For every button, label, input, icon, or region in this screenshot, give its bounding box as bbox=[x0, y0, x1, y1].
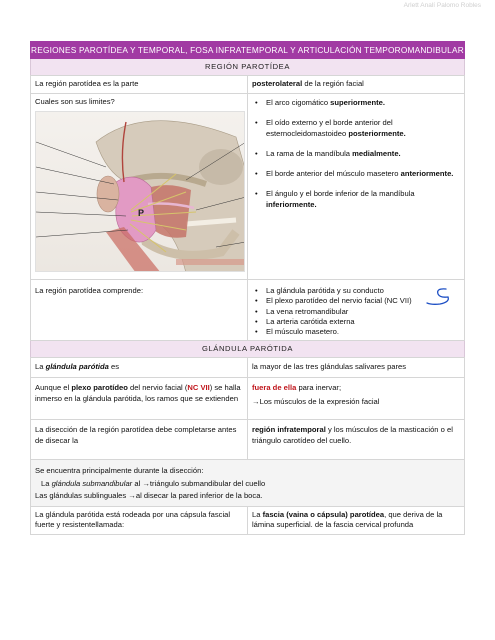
cell-text: la mayor de las tres glándulas salivares pares bbox=[252, 362, 407, 372]
table-cell bbox=[248, 280, 465, 341]
cell-text: →Los músculos de la expresión facial bbox=[252, 396, 380, 406]
table-cell: La glándula parótida es bbox=[31, 358, 248, 378]
table-cell: región infratemporal y los músculos de la masticación o el triángulo carotídeo del cuello. bbox=[248, 420, 465, 460]
anatomy-illustration bbox=[36, 112, 245, 272]
handwritten-mark-icon bbox=[424, 286, 454, 308]
document-page bbox=[30, 41, 465, 535]
table-cell bbox=[31, 94, 248, 280]
table-cell bbox=[248, 76, 465, 94]
list-item: • La vena retromandibular bbox=[252, 307, 460, 317]
cell-text: La glándula submandibular al →triángulo submandibular del cuello bbox=[41, 478, 266, 488]
section-heading-region-parotidea: REGIÓN PAROTÍDEA bbox=[30, 59, 465, 75]
list-item: • La glándula parótida y su conducto bbox=[252, 286, 460, 296]
table-cell: fuera de ella para inervar; →Los músculos de la expresión facial bbox=[248, 378, 465, 420]
list-item: • El borde anterior del músculo masetero anteriormente. bbox=[252, 169, 460, 179]
cell-text: La región parotídea es la parte bbox=[35, 79, 139, 88]
table-row bbox=[31, 76, 465, 94]
table-cell bbox=[248, 94, 465, 280]
glandula-parotida-table bbox=[30, 357, 465, 534]
table-cell bbox=[31, 280, 248, 341]
cell-text: La glándula parótida está rodeada por una cápsula fascial fuerte y resistentellamada: bbox=[35, 509, 231, 530]
table-cell bbox=[31, 460, 465, 507]
table-row bbox=[31, 506, 465, 534]
table-row bbox=[31, 358, 465, 378]
table-cell bbox=[31, 506, 248, 534]
cell-text: Se encuentra principalmente durante la disección: bbox=[35, 466, 204, 476]
table-row bbox=[31, 420, 465, 460]
list-item: • El músculo masetero. bbox=[252, 327, 460, 337]
cell-text: La región parotídea comprende: bbox=[35, 286, 144, 295]
parotid-region-anatomy-image bbox=[35, 111, 245, 272]
author-watermark: Arlett Analí Palomo Robles bbox=[403, 2, 481, 9]
table-row bbox=[31, 94, 465, 280]
region-parotidea-table bbox=[30, 75, 465, 341]
table-row bbox=[31, 378, 465, 420]
list-item: • El oído externo y el borde anterior del esternocleidomastoideo posteriormente. bbox=[252, 118, 460, 139]
table-row bbox=[31, 460, 465, 507]
cell-text-bold: posterolateral bbox=[252, 79, 303, 88]
list-item: • El plexo parotídeo del nervio facial (NC VII) bbox=[252, 296, 460, 306]
list-item: • La arteria carótida externa bbox=[252, 317, 460, 327]
table-cell: Aunque el plexo parotídeo del nervio facial (NC VII) se halla inmerso en la glándula parótida, los ramos que se extienden bbox=[31, 378, 248, 420]
cell-text: Las glándulas sublinguales →al disecar la pared inferior de la boca. bbox=[35, 491, 263, 501]
limits-list bbox=[252, 98, 460, 210]
table-cell bbox=[31, 420, 248, 460]
cell-text: de la región facial bbox=[302, 79, 364, 88]
section-heading-glandula-parotida: GLÁNDULA PARÓTIDA bbox=[30, 341, 465, 357]
cell-text: La disección de la región parotídea debe completarse antes de disecar la bbox=[35, 425, 237, 445]
table-cell bbox=[31, 76, 248, 94]
table-cell: La fascia (vaina o cápsula) parotídea, que deriva de la lámina superficial. de la fascia cervical profunda bbox=[248, 506, 465, 534]
gland-letter-label: P bbox=[138, 208, 145, 219]
table-row bbox=[31, 280, 465, 341]
list-item: • La rama de la mandíbula medialmente. bbox=[252, 149, 460, 159]
document-title: REGIONES PAROTÍDEA Y TEMPORAL, FOSA INFRATEMPORAL Y ARTICULACIÓN TEMPOROMANDIBULAR bbox=[30, 41, 465, 59]
table-cell bbox=[248, 358, 465, 378]
list-item: • El arco cigomático superiormente. bbox=[252, 98, 460, 108]
cell-text: Cuales son sus limites? bbox=[35, 97, 115, 106]
list-item: • El ángulo y el borde inferior de la mandíbula inferiormente. bbox=[252, 189, 460, 210]
